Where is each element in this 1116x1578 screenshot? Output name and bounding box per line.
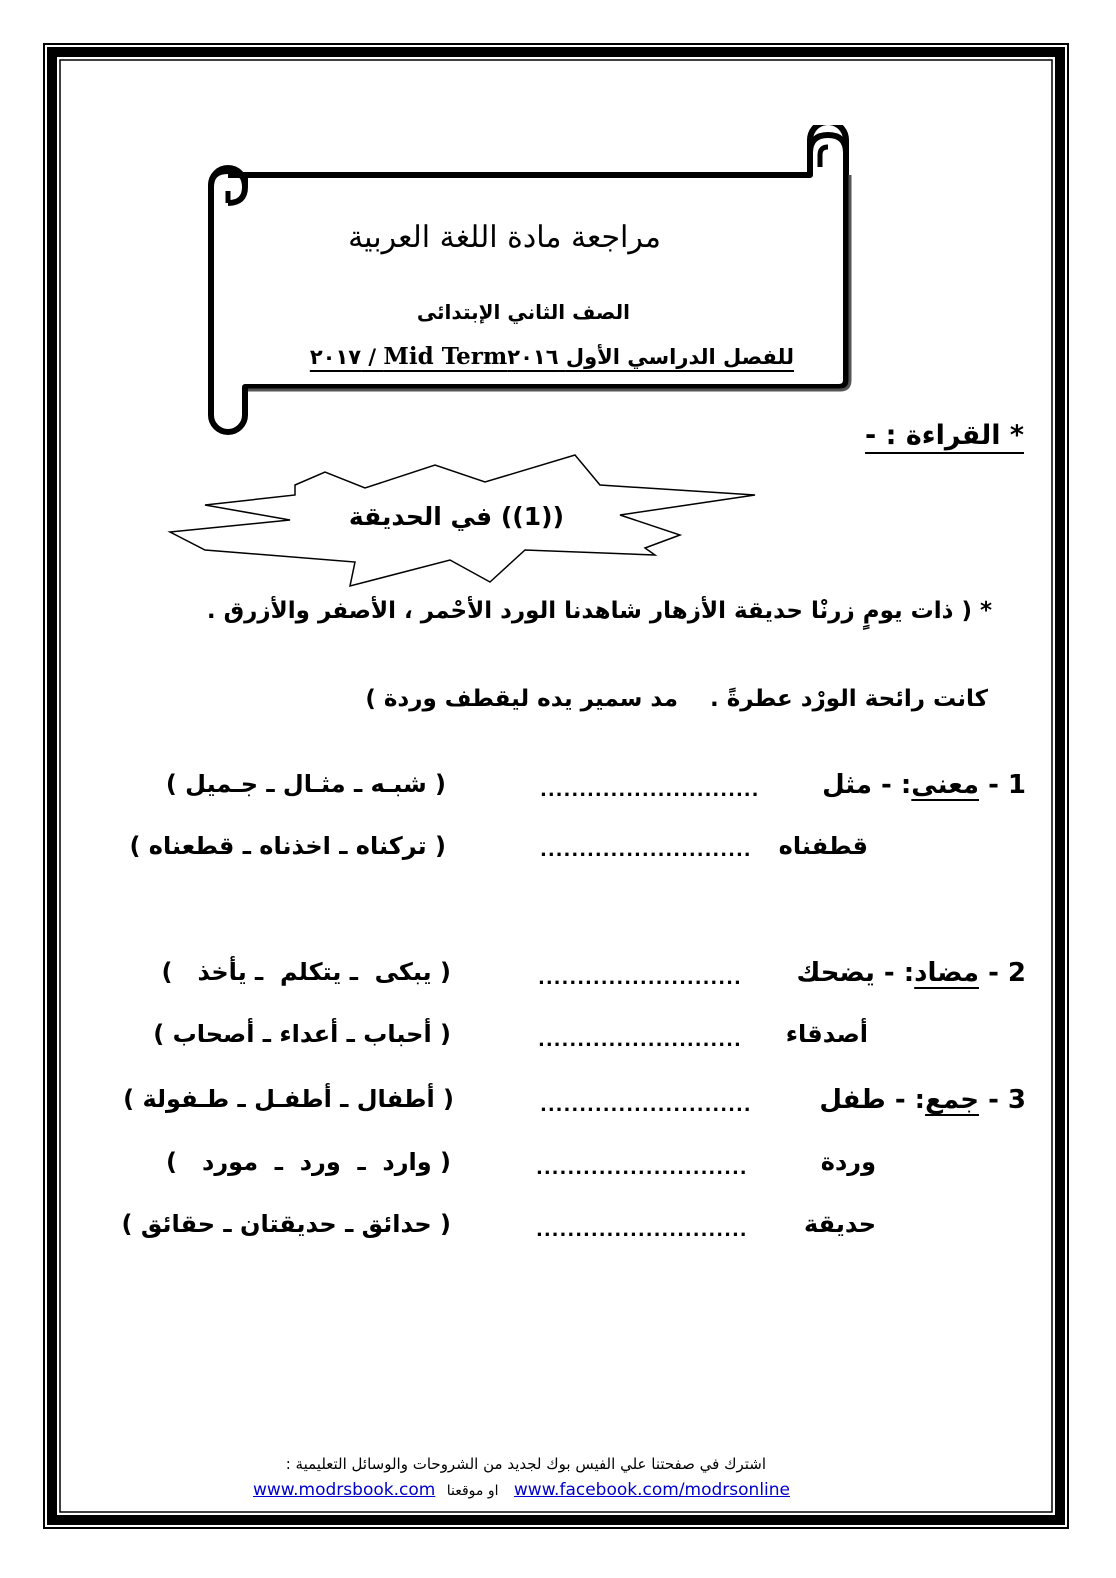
title-scroll-frame	[190, 125, 860, 435]
exercise-sep: : -	[881, 770, 912, 800]
exercise-word: يضحك	[796, 958, 875, 988]
exercise-sep: : -	[894, 1085, 926, 1115]
school-year: ٢٠١٦ / ٢٠١٧	[309, 345, 559, 369]
exercise-label: مضاد	[914, 958, 979, 988]
grade-label: الصف الثاني الإبتدائى	[416, 300, 630, 324]
exercise-word: قطفناه	[778, 832, 868, 860]
choice-list: ( شبـه ـ مثـال ـ جـميل )	[165, 770, 446, 798]
answer-blank[interactable]: ...........................	[536, 1220, 748, 1241]
answer-blank[interactable]: ...........................	[540, 1095, 752, 1116]
exercise-3-header	[819, 1085, 1026, 1115]
facebook-link[interactable]: www.facebook.com/modrsonline	[513, 1480, 790, 1500]
lesson-title: ((1)) في الحديقة	[348, 502, 564, 531]
answer-blank[interactable]: ...........................	[540, 840, 752, 861]
exercise-word: أصدقاء	[785, 1020, 868, 1048]
answer-blank[interactable]: ...........................	[536, 1158, 748, 1179]
answer-blank[interactable]: ..........................	[538, 968, 742, 989]
choice-list: ( أحباب ـ أعداء ـ أصحاب )	[153, 1020, 451, 1048]
term-line	[310, 343, 794, 370]
exercise-number: 1 -	[988, 770, 1026, 800]
or-site-text: او موقعنا	[446, 1483, 499, 1499]
choice-list: ( أطفال ـ أطفـل ـ طـفولة )	[123, 1085, 454, 1113]
review-title: مراجعة مادة اللغة العربية	[348, 220, 661, 255]
exercise-1-header	[822, 770, 1026, 800]
footer-links	[253, 1480, 790, 1500]
exercise-2-header	[797, 958, 1026, 988]
footer-subscribe-text: اشترك في صفحتنا علي الفيس بوك لجديد من الشروحات والوسائل التعليمية :	[285, 1455, 766, 1473]
choice-list: ( حدائق ـ حديقتان ـ حقائق )	[121, 1210, 451, 1238]
site-link[interactable]: www.modrsbook.com	[253, 1480, 436, 1500]
passage-line-1: * ( ذات يومٍ زرنْا حديقة الأزهار شاهدنا الورد الأحْمر ، الأصفر والأزرق .	[206, 598, 992, 624]
exercise-sep: : -	[883, 958, 915, 988]
exercise-word: طفل	[819, 1085, 886, 1115]
answer-blank[interactable]: ............................	[540, 780, 760, 801]
term-en: Mid Term	[383, 343, 508, 370]
exercise-number: 3 -	[988, 1085, 1026, 1115]
exercise-word: حديقة	[804, 1210, 876, 1238]
passage-line-2: كانت رائحة الورْد عطرةً . مد سمير يده ليقطف وردة )	[365, 686, 988, 712]
exercise-number: 2 -	[988, 958, 1026, 988]
term-ar: للفصل الدراسي الأول	[565, 345, 794, 369]
exercise-word: مثل	[822, 770, 872, 800]
exercise-label: معنى	[911, 770, 979, 800]
reading-heading-text: * القراءة : -	[865, 420, 1024, 451]
answer-blank[interactable]: ..........................	[538, 1030, 742, 1051]
exercise-label: جمع	[925, 1085, 979, 1115]
exercise-word: وردة	[820, 1148, 876, 1176]
choice-list: ( تركناه ـ اخذناه ـ قطعناه )	[129, 832, 446, 860]
choice-list: ( وارد ـ ورد ـ مورد )	[166, 1148, 451, 1176]
reading-heading	[865, 420, 1024, 451]
choice-list: ( يبكى ـ يتكلم ـ يأخذ )	[161, 958, 451, 986]
